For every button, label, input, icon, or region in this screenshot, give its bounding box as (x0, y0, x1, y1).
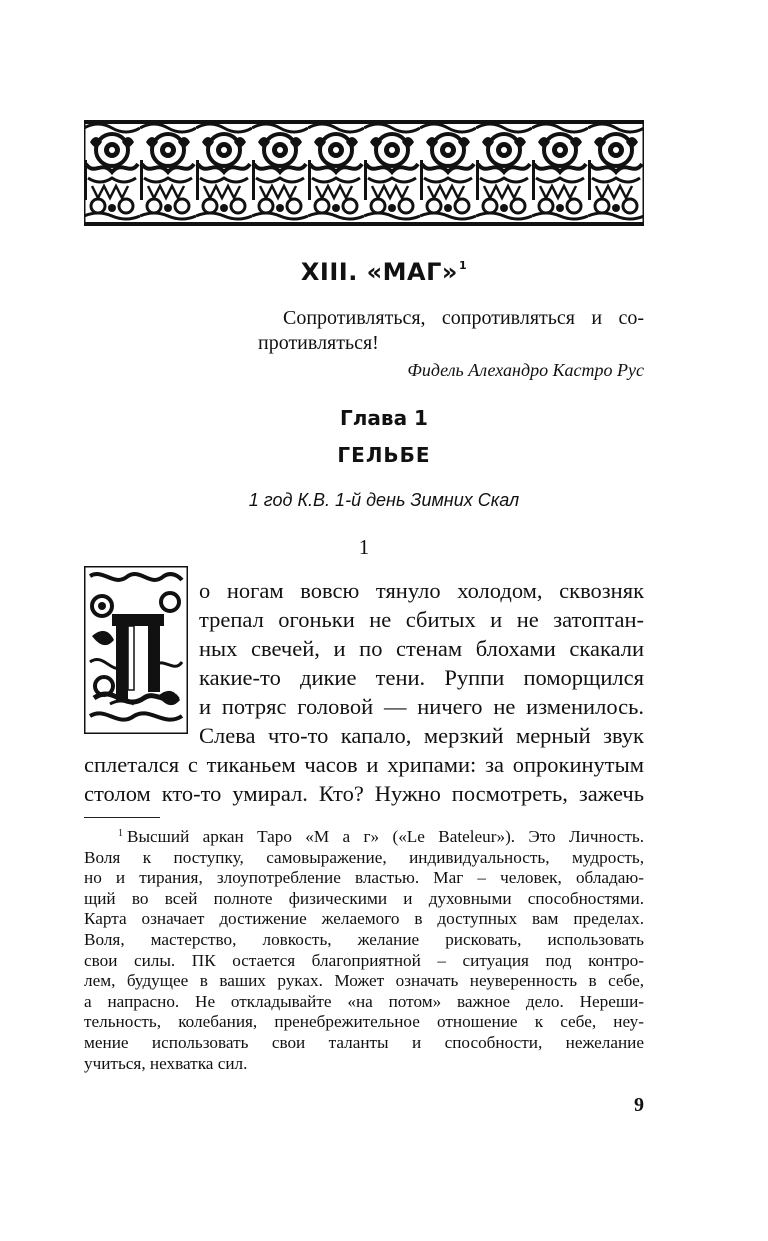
footnote (84, 824, 644, 1074)
drop-cap-initial-illustration (84, 566, 188, 734)
part-title (0, 258, 768, 286)
body-text-line: столом кто-то умирал. Кто? Нужно посмотреть, зажечь (84, 781, 644, 806)
body-text-line: трепал огоньки не сбитых и не затоптан- (199, 607, 644, 632)
ornamental-header-band (84, 120, 644, 226)
footnote-line: мение использовать свои таланты и способности, нежелание (84, 1032, 644, 1052)
footnote-line: Воля, мастерство, ловкость, желание рисковать, использовать (84, 929, 644, 949)
footnote-line: а напрасно. Не откладывайте «на потом» важное дело. Нереши- (84, 991, 644, 1011)
footnote-line: Воля к поступку, самовыражение, индивидуальность, мудрость, (84, 847, 644, 867)
body-text-line: сплетался с тиканьем часов и хрипами: за опрокинутым (84, 752, 644, 777)
body-text-line: ных свечей, и по стенам блохами скакали (199, 636, 644, 661)
body-text-line: Слева что-то капало, мерзкий мерный звук (199, 723, 644, 748)
body-text-line: какие-то дикие тени. Руппи поморщился (199, 665, 644, 690)
footnote-line: щий во всей полноте физическими и духовными способностями. (84, 888, 644, 908)
chapter-label: Глава 1 (340, 406, 428, 430)
epigraph-line: противляться! (258, 332, 379, 354)
footnote-divider (84, 817, 160, 818)
footnote-line: свои силы. ПК остается благоприятной – ситуация под контро- (84, 950, 644, 970)
epigraph (258, 306, 644, 383)
dateline: 1 год К.В. 1-й день Зимних Скал (248, 490, 520, 510)
epigraph-author: Фидель Алехандро Кастро Рус (407, 360, 644, 380)
part-footnote-ref[interactable]: 1 (458, 259, 468, 272)
chapter-title: ГЕЛЬБЕ (337, 443, 431, 467)
footnote-line: Карта означает достижение желаемого в доступных вам пределах. (84, 909, 644, 929)
footnote-line: тельность, колебания, пренебрежительное отношение к себе, неу- (84, 1012, 644, 1032)
body-text-line: о ногам вовсю тянуло холодом, сквозняк (199, 578, 644, 603)
body-text-line: и потряс головой — ничего не изменилось. (199, 694, 644, 719)
footnote-line: $^1$ Высший аркан Таро «М а г» («Le Bateleur»). Это Личность. (118, 827, 644, 846)
page-number: 9 (634, 1094, 644, 1116)
footnote-line: учиться, нехватка сил. (84, 1053, 248, 1073)
section-number: 1 (358, 535, 370, 559)
footnote-line: лем, будущее в ваших руках. Может означать неуверенность в себе, (84, 971, 644, 991)
footnote-line: но и тирания, злоупотребление властью. Маг – человек, обладаю- (84, 868, 644, 888)
part-title-text: XIII. «МАГ» (300, 258, 458, 286)
epigraph-line: Сопротивляться, сопротивляться и со- (283, 307, 644, 329)
footnote-marker: 1 (118, 828, 123, 839)
